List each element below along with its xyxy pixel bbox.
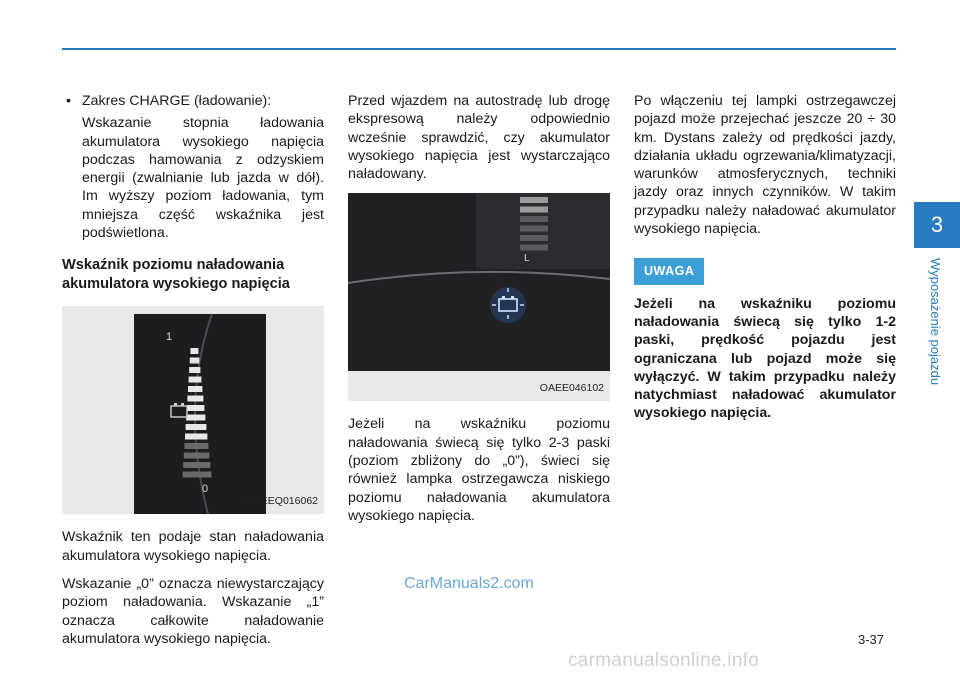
- gauge-bar: [520, 216, 548, 222]
- gauge-bar: [187, 405, 205, 411]
- column-1: [62, 92, 324, 658]
- figure-code: OAEEQ016062: [245, 495, 318, 508]
- gauge-bar: [188, 386, 202, 392]
- gauge-top-label: 1: [166, 331, 173, 344]
- paragraph: Jeżeli na wskaźniku poziomu naładowania świecą się tylko 2-3 paski (poziom zbliżony do „0”), świeci się również lampka ostrzegawcza niskiego poziomu naładowania akumulatora wysokiego napięcia.: [348, 416, 610, 524]
- gauge-bar: [185, 434, 207, 440]
- gauge-bar: [190, 358, 200, 364]
- gauge-bar: [520, 207, 548, 213]
- gauge-bar: [183, 462, 210, 468]
- gauge-bar: [184, 453, 210, 459]
- notice-text: Jeżeli na wskaźniku poziomu naładowania świecą się tylko 1-2 paski, prędkość pojazdu jest ograniczana lub pojazd może się wyłączyć. W takim przypadku należy natychmiast naładować akumulator wysokiego napięcia.: [634, 295, 896, 422]
- gauge-bar: [189, 367, 200, 373]
- watermark-carmanuals2: CarManuals2.com: [404, 575, 534, 592]
- chapter-label: Wyposażenie pojazdu: [928, 258, 943, 386]
- top-rule: [62, 48, 896, 50]
- bullet-item: [62, 92, 324, 110]
- figure-code: OAEE046102: [539, 382, 604, 395]
- page-number: 3-37: [858, 632, 885, 647]
- gauge-bar: [187, 396, 203, 402]
- watermark-carmanualsonline: carmanualsonline.info: [568, 650, 760, 671]
- gauge-bar: [520, 245, 548, 251]
- gauge-bar: [520, 235, 548, 241]
- figure-charge-gauge: [62, 306, 324, 514]
- gauge-bar: [183, 472, 212, 478]
- bullet-text: Wskazanie stopnia ładowania akumulatora wysokiego napięcia podczas hamowania z odzyskiem energii (zwalnianie lub jazda w dół). Im wyższy poziom ładowania, tym mniejsza część wskaźnika jest podświetlona.: [82, 115, 324, 242]
- gauge-bottom-label: 0: [202, 483, 209, 496]
- gauge-bar: [189, 377, 202, 383]
- paragraph: Przed wjazdem na autostradę lub drogę ekspresową należy odpowiednio wcześnie sprawdzić, czy akumulator wysokiego napięcia jest wystarczająco naładowany.: [348, 93, 610, 183]
- column-3: [634, 92, 896, 433]
- chapter-tab: 3: [914, 202, 960, 248]
- gauge-bar: [184, 443, 208, 449]
- section-heading: Wskaźnik poziomu naładowania akumulatora wysokiego napięcia: [62, 257, 290, 293]
- paragraph: Wskazanie „0” oznacza niewystarczający poziom naładowania. Wskazanie „1” oznacza całkowite naładowanie akumulatora wysokiego napięcia.: [62, 575, 324, 647]
- gauge-bar: [520, 197, 548, 203]
- bullet-title: Zakres CHARGE (ładowanie):: [82, 93, 272, 109]
- figure-warning-light: [348, 193, 610, 401]
- bullet-dot: •: [66, 93, 71, 109]
- warning-light-illustration: [348, 193, 610, 401]
- gauge-bar: [190, 348, 198, 354]
- gauge-bar: [186, 415, 205, 421]
- gauge-panel: [134, 314, 266, 514]
- gauge-bar: [520, 226, 548, 232]
- gauge-low-label: L: [524, 253, 530, 265]
- gauge-bar: [186, 424, 207, 430]
- paragraph: Po włączeniu tej lampki ostrzegawczej pojazd może przejechać jeszcze 20 ÷ 30 km. Dystans zależy od prędkości jazdy, działania układu ogrzewania/klimatyzacji, warunków atmosferycznych, techniki jazdy oraz innych czynników. W takim przypadku należy naładować akumulator wysokiego napięcia.: [634, 93, 896, 238]
- notice-badge: UWAGA: [634, 258, 704, 284]
- column-2: [348, 92, 610, 535]
- charge-gauge-illustration: [62, 306, 324, 514]
- paragraph: Wskaźnik ten podaje stan naładowania akumulatora wysokiego napięcia.: [62, 529, 324, 564]
